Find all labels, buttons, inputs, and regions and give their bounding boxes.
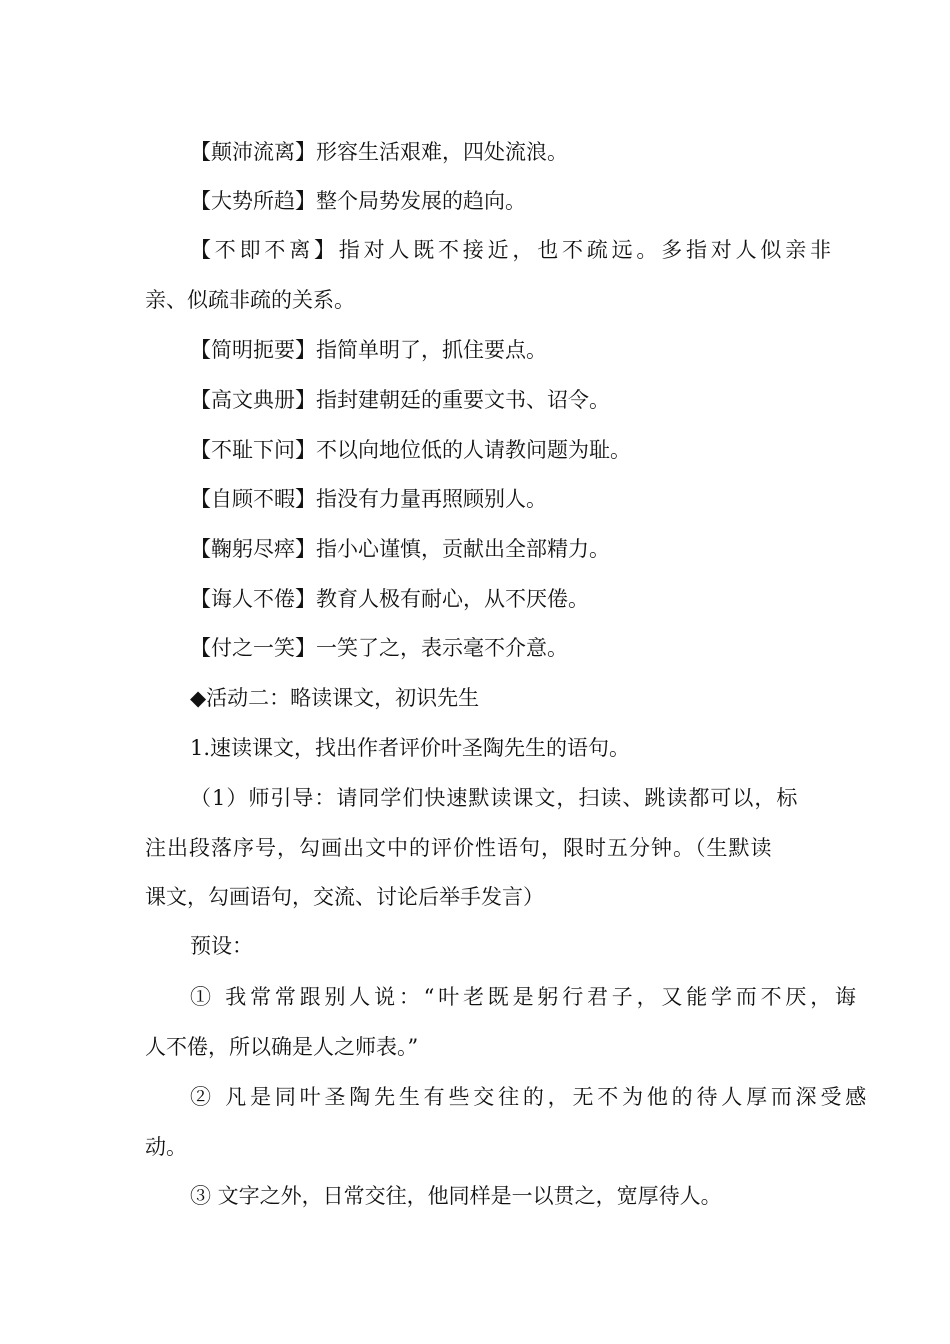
idiom-jianmingeyao: 【简明扼要】指简单明了，抓住要点。 [190,338,547,362]
teacher-guide-line-3: 课文，勾画语句，交流、讨论后举手发言） [145,885,544,909]
task-one-instruction: 1.速读课文，找出作者评价叶圣陶先生的语句。 [190,736,631,760]
activity-two-heading: ◆活动二：略读课文，初识先生 [190,686,480,710]
teacher-guide-line-2: 注出段落序号，勾画出文中的评价性语句，限时五分钟。（生默读 [145,836,773,860]
idiom-zigubuxia: 【自顾不暇】指没有力量再照顾别人。 [190,487,547,511]
idiom-fuzhiyixiao: 【付之一笑】一笑了之，表示毫不介意。 [190,636,568,660]
quote-one-line-1: ① 我常常跟别人说：“叶老既是躬行君子，又能学而不厌，诲 [190,985,860,1009]
preset-label: 预设： [190,934,253,958]
idiom-bujibuli-continued: 亲、似疏非疏的关系。 [145,288,355,312]
quote-two-line-1: ② 凡是同叶圣陶先生有些交往的，无不为他的待人厚而深受感 [190,1085,871,1109]
idiom-buchixiawen: 【不耻下问】不以向地位低的人请教问题为耻。 [190,438,631,462]
quote-three: ③ 文字之外，日常交往，他同样是一以贯之，宽厚待人。 [190,1184,722,1208]
teacher-guide-line-1: （1）师引导：请同学们快速默读课文，扫读、跳读都可以，标 [190,786,799,810]
quote-one-line-2: 人不倦，所以确是人之师表。” [145,1035,419,1059]
quote-two-line-2: 动。 [145,1135,187,1159]
idiom-dianpeiliuli: 【颠沛流离】形容生活艰难，四处流浪。 [190,140,568,164]
idiom-dashisuoqu: 【大势所趋】整个局势发展的趋向。 [190,189,526,213]
idiom-gaowendiance: 【高文典册】指封建朝廷的重要文书、诏令。 [190,388,610,412]
idiom-huirenbujuan: 【诲人不倦】教育人极有耐心，从不厌倦。 [190,587,589,611]
idiom-bujibuli: 【不即不离】指对人既不接近，也不疏远。多指对人似亲非 [190,238,835,262]
idiom-jugongjincui: 【鞠躬尽瘁】指小心谨慎，贡献出全部精力。 [190,537,610,561]
